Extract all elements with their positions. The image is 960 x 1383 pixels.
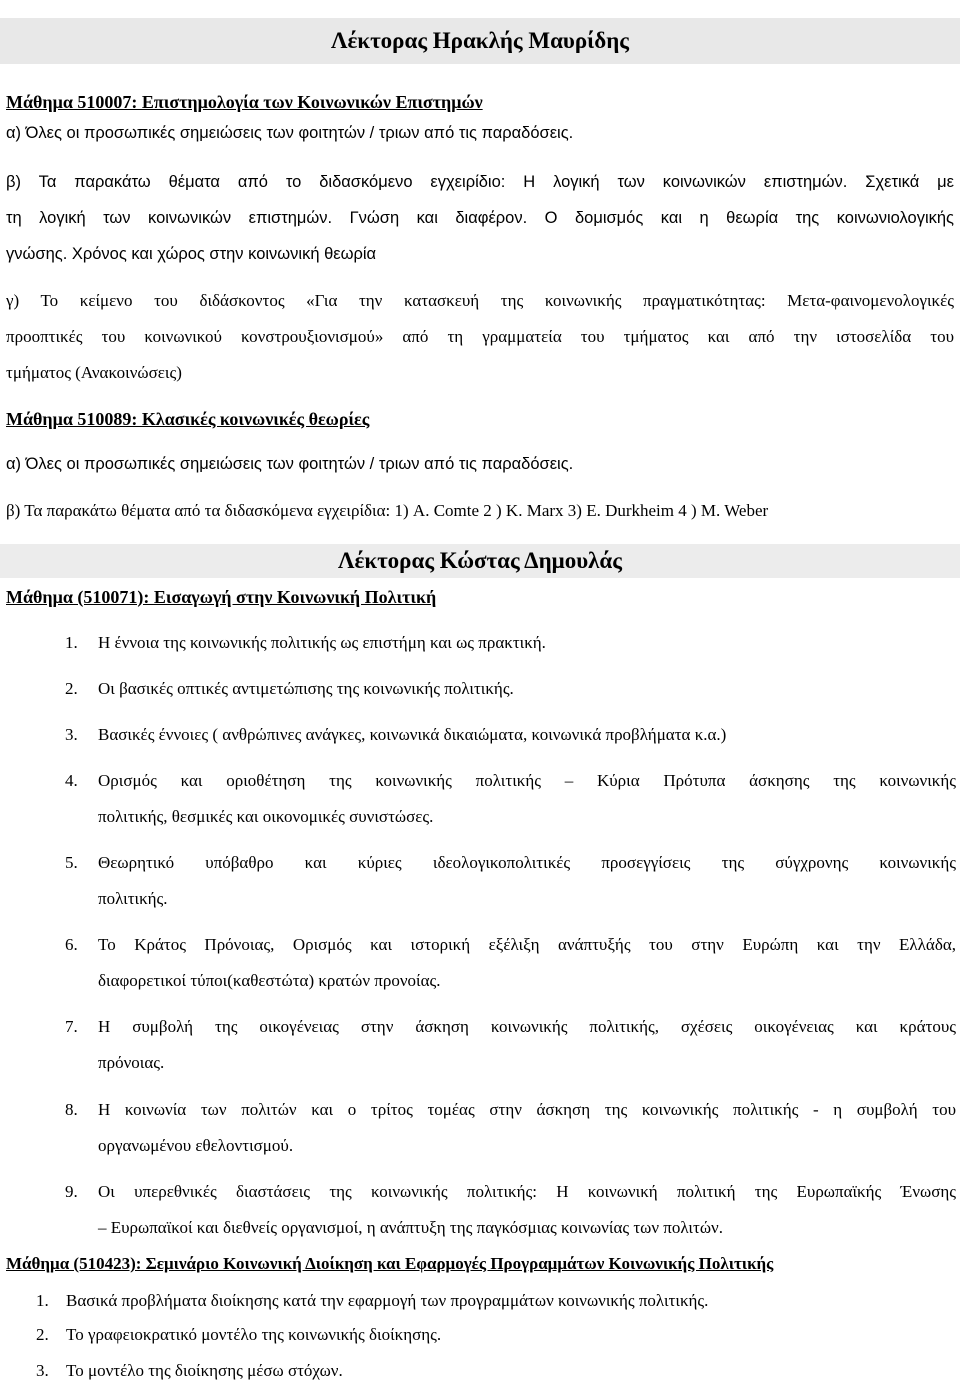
lecturer-heading-1: Λέκτορας Ηρακλής Μαυρίδης [0,18,960,64]
course1-item-b-line1: β) Τα παρακάτω θέματα από το διδασκόμενο εγχειρίδιο: Η λογική των κοινωνικών επιστημών. Σχετικά με [6,173,954,191]
course1-item-b-line2: τη λογική των κοινωνικών επιστημών. Γνώση και διαφέρον. Ο δομισμός και η θεωρία της κοινωνιολογικής [6,209,954,227]
course1-item-c-line3: τμήματος (Ανακοινώσεις) [6,363,182,382]
course1-item-c-line2: προοπτικές του κοινωνικού κονστρουξιονισμού» από τη γραμματεία του τμήματος και από την ιστοσελίδα του [6,327,954,346]
course-title-510007: Μάθημα 510007: Επιστημολογία των Κοινωνικών Επιστημών [6,92,483,112]
course2-item-b: β) Τα παρακάτω θέματα από τα διδασκόμενα εγχειρίδια: 1) A. Comte 2 ) K. Marx 3) E. Durkheim 4 ) M. Weber [6,501,769,520]
course-title-510423: Μάθημα (510423): Σεμινάριο Κοινωνική Διοίκηση και Εφαρμογές Προγραμμάτων Κοινωνικής Πολιτικής [6,1254,774,1273]
document-page: Λέκτορας Ηρακλής Μαυρίδης Μάθημα 510007: Επιστημολογία των Κοινωνικών Επιστημών α) Όλες οι προσωπικές σημειώσεις των φοιτητών / τριων από τις παραδόσεις. β) Τα παρακάτω θέματα από το διδασκόμενο εγχειρίδιο: Η λογική των κοινωνικών επιστημών. Σχετικά με τη λογική των κοινωνικών επιστημών. Γνώση και διαφέρον. Ο δομισμός και η θεωρία της κοινωνιολογικής γνώσης. Χρόνος και χώρος στην κοινωνική θεωρία γ) Το κείμενο του διδάσκοντος «Για την κατασκευή της κοινωνικής πραγματικότητας: Μετα-φαινομενολογικές προοπτικές του κοινωνικού κονστρουξιονισμού» από τη γραμματεία του τμήματος και από την ιστοσελίδα του τμήματος (Ανακοινώσεις) Μάθημα 510089: Κλασικές κοινωνικές θεωρίες α) Όλες οι προσωπικές σημειώσεις των φοιτητών / τριων από τις παραδόσεις. β) Τα παρακάτω θέματα από τα διδασκόμενα εγχειρίδια: 1) A. Comte 2 ) K. Marx 3) E. Durkheim 4 ) M. Weber Λέκτορας Κώστας Δημουλάς Μάθημα (510071): Εισαγωγή στην Κοινωνική Πολιτική 1. Η έννοια της κοινωνικής πολιτικής ως επιστήμη και ως πρακτική. 2. Οι βασικές οπτικές αντιμετώπισης της κοινωνικής πολιτικής. 3. Βασικές έννοιες ( ανθρώπινες ανάγκες, κοινωνικά δικαιώματα, κοινωνικά προβλήματα κ.α.) 4. Ορισμός και οριοθέτηση της κοινωνικής πολιτικής – Κύρια Πρότυπα άσκησης της κοινωνικής πολιτικής, θεσμικές και οικονομικές συνιστώσες. 5. Θεωρητικό υπόβαθρο και κύριες ιδεολογικοπολιτικές προσεγγίσεις της σύγχρονης κοινωνικής πολιτικής. 6. Το Κράτος Πρόνοιας, Ορισμός και ιστορική εξέλιξη ανάπτυξής του στην Ευρώπη και την Ελλάδα, διαφορετικοί τύποι(καθεστώτα) κρατών προνοίας. 7. Η συμβολή της οικογένειας στην άσκηση κοινωνικής πολιτικής, σχέσεις οικογένειας και κράτους πρόνοιας. 8. Η κοινωνία των πολιτών και ο τρίτος τομέας στην άσκηση της κοινωνικής πολιτικής - η συμβολή του οργανωμένου εθελοντισμού. 9. Οι υπερεθνικές διαστάσεις της κοινωνικής πολιτικής: Η κοινωνική πολιτική της Ευρωπαϊκής Ένωσης – Ευρωπαϊκοί και διεθνείς οργανισμοί, η ανάπτυξη της παγκόσμιας κοινωνίας των πολιτών. Μάθημα (510423): Σεμινάριο Κοινωνική Διοίκηση και Εφαρμογές Προγραμμάτων Κοινωνικής Πολιτικής 1. Βασικά προβλήματα διοίκησης κατά την εφαρμογή των προγραμμάτων κοινωνικής πολιτικής. 2. Το γραφειοκρατικό μοντέλο της κοινωνικής διοίκησης. 3. Το μοντέλο της διοίκησης μέσω στόχων. [0,0,960,1383]
course1-item-b-line3: γνώσης. Χρόνος και χώρος στην κοινωνική θεωρία [6,245,377,263]
course1-item-a: α) Όλες οι προσωπικές σημειώσεις των φοιτητών / τριων από τις παραδόσεις. [6,124,574,142]
course-title-510071: Μάθημα (510071): Εισαγωγή στην Κοινωνική Πολιτική [6,587,437,607]
course2-item-a: α) Όλες οι προσωπικές σημειώσεις των φοιτητών / τριων από τις παραδόσεις. [6,455,574,473]
course1-item-c-line1: γ) Το κείμενο του διδάσκοντος «Για την κατασκευή της κοινωνικής πραγματικότητας: Μετα-φαινομενολογικές [6,291,954,310]
lecturer-heading-2: Λέκτορας Κώστας Δημουλάς [0,544,960,578]
course-title-510089: Μάθημα 510089: Κλασικές κοινωνικές θεωρίες [6,409,370,429]
